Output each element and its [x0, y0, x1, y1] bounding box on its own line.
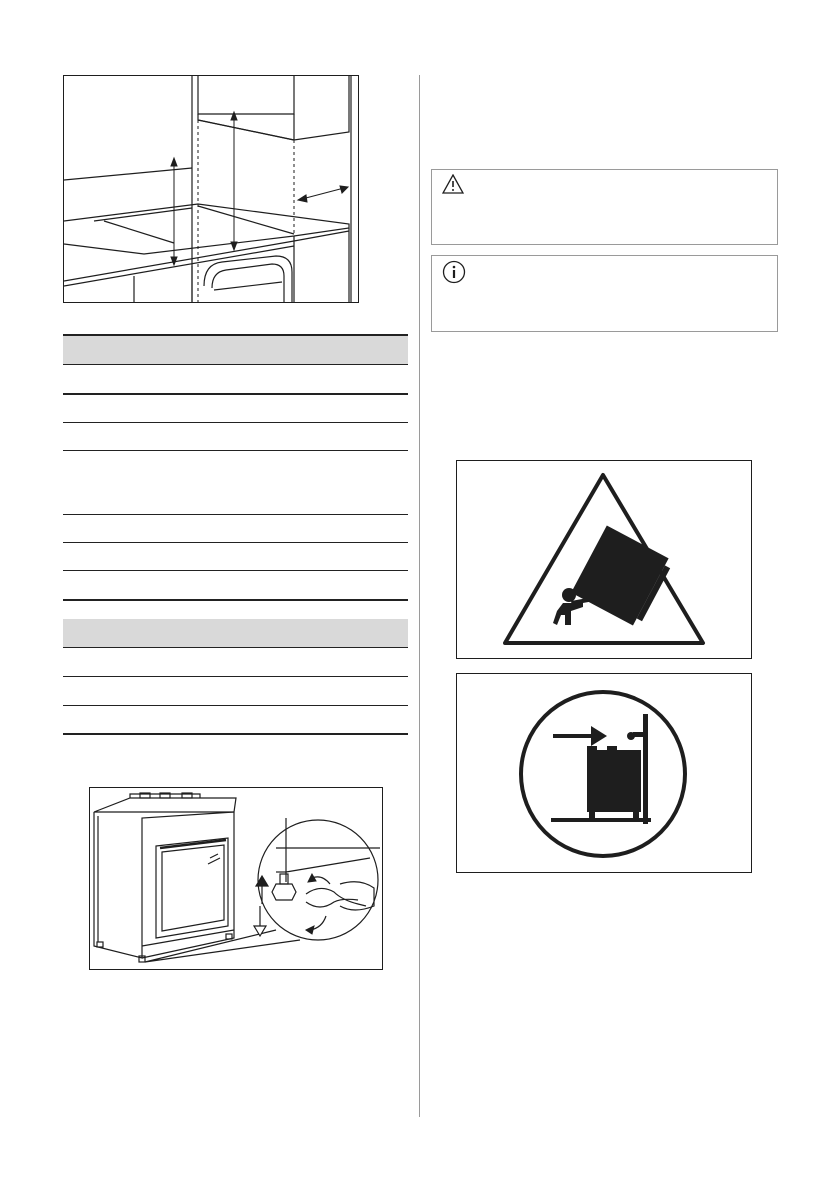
tip-over-warning-figure [456, 460, 752, 659]
table-row [63, 706, 408, 733]
table-cell-label [63, 702, 79, 728]
table-section-label [63, 615, 79, 641]
table-row [63, 365, 408, 393]
table-row [63, 571, 408, 598]
table-cell-label [63, 644, 79, 670]
info-note [431, 255, 778, 332]
cabinet-dimensions-figure [63, 75, 359, 303]
table-row [63, 423, 408, 450]
table-row [63, 395, 408, 422]
table-row [63, 543, 408, 570]
kitchen-installation-dimensions-drawing [64, 76, 358, 302]
table-section-header-row [63, 619, 408, 647]
table-cell-label [63, 391, 79, 417]
info-icon [442, 260, 466, 289]
table-cell-label [63, 539, 79, 565]
table-row [63, 515, 408, 542]
tip-over-hazard-triangle [457, 461, 751, 658]
column-divider [419, 75, 420, 1117]
table-cell-label [63, 419, 79, 445]
warning-note [431, 169, 778, 245]
adjustable-feet-spanner-drawing [90, 788, 382, 969]
table-bottom-rule [63, 733, 408, 735]
table-header-label [63, 332, 79, 358]
table-cell-label [63, 567, 79, 593]
table-cell-label [63, 511, 79, 537]
adjust-feet-figure [89, 787, 383, 970]
warning-triangle-icon [442, 174, 464, 199]
table-row [63, 451, 408, 514]
anti-tilt-bracket-circle [457, 674, 751, 872]
table-cell-label [63, 673, 79, 699]
table-cell-label [63, 361, 79, 387]
table-header-row [63, 336, 408, 364]
table-rule [63, 599, 408, 601]
table-cell-label [63, 447, 79, 473]
anti-tilt-bracket-figure [456, 673, 752, 873]
table-row [63, 677, 408, 705]
table-row [63, 648, 408, 676]
